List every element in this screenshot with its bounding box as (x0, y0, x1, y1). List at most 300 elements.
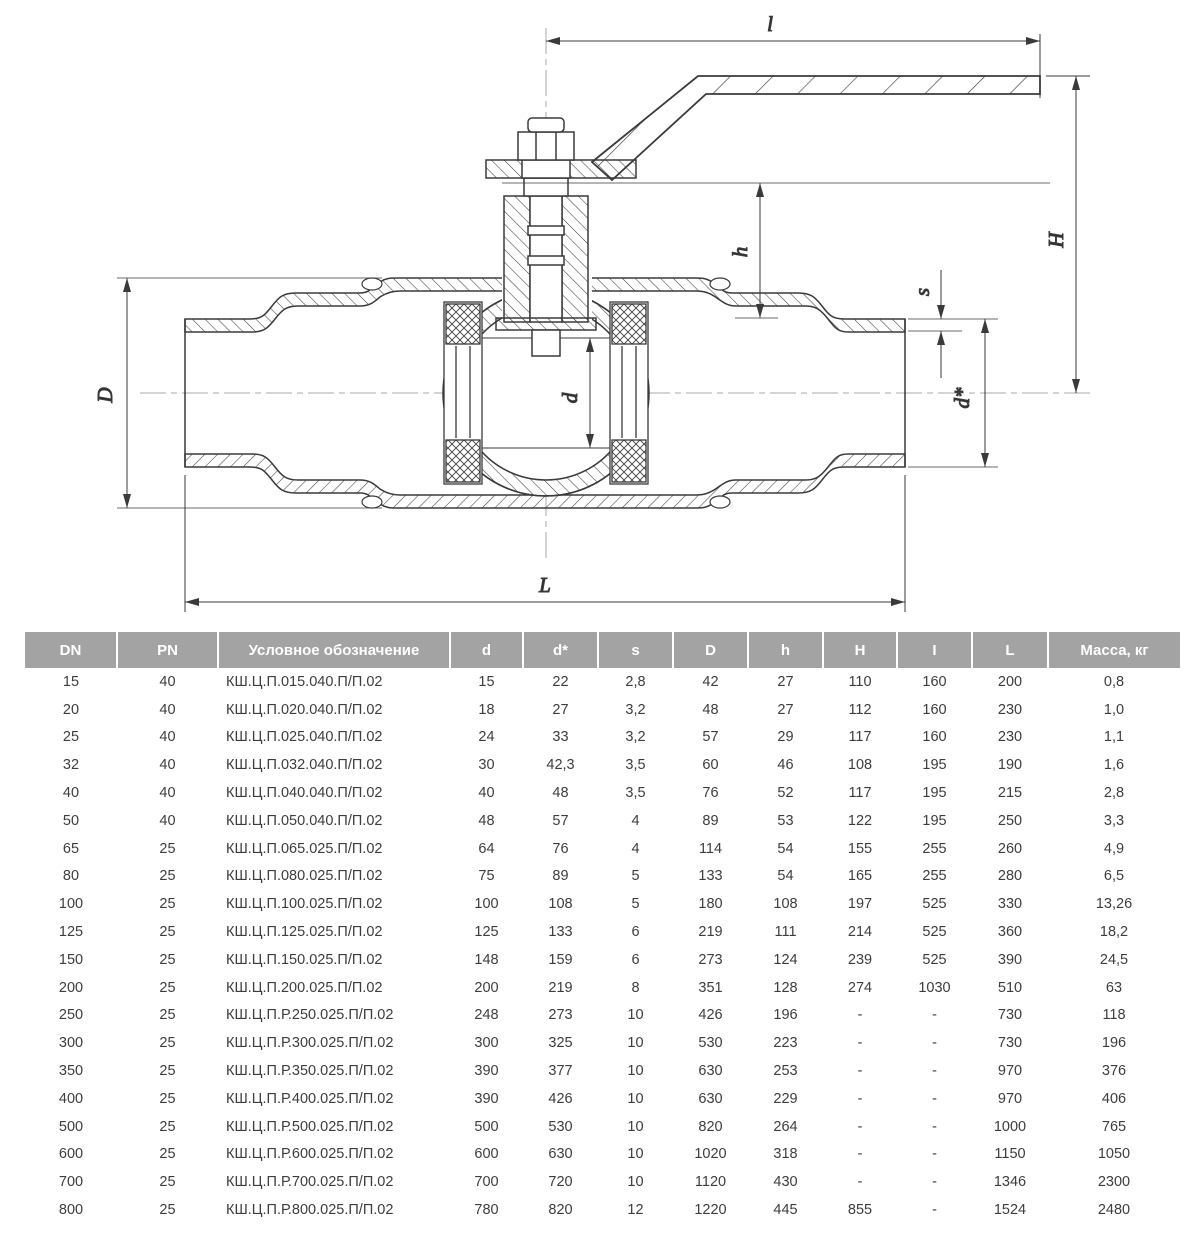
table-cell: 48 (552, 785, 569, 802)
table-cell: 1524 (993, 1202, 1027, 1219)
table-cell: 30 (478, 757, 495, 774)
table-cell: 400 (58, 1090, 84, 1107)
table-cell: 200 (58, 979, 84, 996)
table-cell: 25 (62, 729, 80, 746)
table-cell: 700 (474, 1174, 499, 1191)
table-cell: 25 (159, 951, 176, 968)
table-cell: 510 (997, 979, 1023, 996)
table-cell: 32 (62, 757, 80, 774)
table-cell: 80 (62, 868, 80, 885)
table-cell: 600 (58, 1146, 84, 1163)
stem-oring-lower (528, 256, 564, 265)
table-cell: 13,26 (1095, 896, 1133, 913)
weld-seam (710, 278, 730, 290)
table-cell: 159 (548, 951, 573, 968)
table-cell: 318 (773, 1146, 798, 1163)
table-cell: 970 (997, 1090, 1023, 1107)
table-cell: 280 (997, 868, 1023, 885)
table-cell: 40 (478, 785, 495, 802)
table-cell: 325 (548, 1035, 573, 1052)
table-cell: 376 (1101, 1063, 1127, 1080)
table-cell: 200 (997, 673, 1023, 690)
table-cell: 5 (631, 896, 640, 913)
column-header: d* (523, 632, 598, 668)
table-cell: 128 (773, 979, 798, 996)
table-row (25, 807, 1180, 835)
table-cell: 40 (159, 729, 176, 746)
table-cell: 112 (848, 701, 872, 718)
table-cell: КШ.Ц.П.032.040.П/П.02 (226, 757, 383, 774)
table-cell: 2,8 (625, 673, 646, 690)
table-cell: КШ.Ц.П.020.040.П/П.02 (226, 701, 383, 718)
table-row (25, 835, 1180, 863)
table-cell: 10 (627, 1007, 644, 1024)
dimension-label-d-star: d* (950, 387, 974, 409)
table-cell: 525 (922, 951, 947, 968)
column-header: DN (25, 632, 117, 668)
table-cell: 630 (698, 1063, 723, 1080)
table-cell: 40 (159, 812, 176, 829)
table-cell: - (857, 1063, 863, 1080)
table-cell: 27 (777, 701, 794, 718)
table-row (25, 1113, 1180, 1141)
table-cell: 253 (773, 1063, 798, 1080)
table-cell: - (932, 1007, 937, 1024)
table-cell: КШ.Ц.П.150.025.П/П.02 (226, 951, 383, 968)
table-cell: 2480 (1097, 1202, 1131, 1219)
table-cell: 6,5 (1103, 868, 1125, 885)
table-cell: 25 (159, 1146, 176, 1163)
weld-seam (362, 496, 382, 508)
table-cell: 25 (159, 1118, 176, 1135)
table-cell: 0,8 (1103, 673, 1125, 690)
table-cell: 6 (631, 924, 640, 941)
table-cell: 525 (922, 924, 947, 941)
column-header: H (823, 632, 897, 668)
table-cell: 117 (848, 785, 872, 802)
table-cell: 42,3 (546, 757, 575, 774)
table-cell: 27 (552, 701, 569, 718)
dimension-label-h: h (728, 246, 752, 258)
table-cell: 22 (552, 673, 569, 690)
table-cell: 3,5 (625, 785, 646, 802)
table-cell: 27 (777, 673, 794, 690)
table-cell: - (932, 1118, 937, 1135)
column-header: Масса, кг (1048, 632, 1180, 668)
table-row (25, 724, 1180, 752)
table-cell: 3,5 (625, 757, 646, 774)
table-cell: 1,6 (1103, 757, 1125, 774)
table-cell: 230 (997, 701, 1023, 718)
table-cell: 255 (922, 868, 947, 885)
table-cell: 160 (922, 701, 947, 718)
table-row (25, 974, 1180, 1002)
column-header: h (748, 632, 823, 668)
table-cell: 215 (997, 785, 1023, 802)
table-cell: 264 (773, 1118, 798, 1135)
table-cell: КШ.Ц.П.040.040.П/П.02 (226, 785, 383, 802)
spec-table-body (25, 668, 1180, 1224)
table-row (25, 696, 1180, 724)
table-cell: 219 (698, 924, 723, 941)
table-cell: 248 (474, 1007, 499, 1024)
table-cell: 200 (474, 979, 499, 996)
table-cell: - (857, 1035, 863, 1052)
table-cell: 108 (847, 757, 873, 774)
table-cell: 10 (627, 1090, 644, 1107)
table-cell: 40 (159, 673, 176, 690)
table-cell: КШ.Ц.П.100.025.П/П.02 (226, 896, 383, 913)
table-cell: 855 (847, 1202, 873, 1219)
table-cell: 148 (474, 951, 499, 968)
table-cell: 122 (847, 812, 873, 829)
table-row (25, 1141, 1180, 1169)
table-cell: 155 (847, 840, 873, 857)
table-cell: 114 (698, 840, 723, 857)
table-cell: 133 (548, 924, 573, 941)
table-cell: 65 (62, 840, 80, 857)
table-cell: КШ.Ц.П.Р.400.025.П/П.02 (226, 1090, 394, 1107)
table-cell: 180 (698, 896, 723, 913)
table-cell: 18 (478, 701, 495, 718)
table-cell: 1120 (694, 1174, 727, 1191)
table-cell: 350 (58, 1063, 84, 1080)
table-row (25, 1196, 1180, 1224)
table-cell: 15 (62, 673, 80, 690)
table-cell: 390 (997, 951, 1023, 968)
table-cell: 20 (62, 701, 80, 718)
table-cell: 25 (159, 1174, 176, 1191)
table-cell: 10 (627, 1146, 644, 1163)
table-cell: 195 (922, 757, 947, 774)
table-cell: 4 (631, 812, 640, 829)
table-cell: КШ.Ц.П.Р.600.025.П/П.02 (226, 1146, 394, 1163)
table-cell: 196 (773, 1007, 798, 1024)
table-cell: 195 (922, 785, 947, 802)
dimension-label-s: s (910, 287, 934, 297)
table-cell: 63 (1105, 979, 1123, 996)
table-cell: 110 (848, 673, 872, 690)
table-cell: 10 (627, 1174, 644, 1191)
column-header: d (450, 632, 523, 668)
table-cell: 600 (474, 1146, 499, 1163)
table-cell: 4 (631, 840, 640, 857)
table-cell: 117 (848, 729, 872, 746)
table-cell: 1020 (694, 1146, 727, 1163)
table-cell: КШ.Ц.П.080.025.П/П.02 (226, 868, 383, 885)
stem-plate-gap (522, 160, 570, 178)
table-row (25, 863, 1180, 891)
table-cell: 10 (627, 1035, 644, 1052)
table-cell: 229 (773, 1090, 798, 1107)
table-cell: 10 (627, 1118, 644, 1135)
table-cell: 1220 (694, 1202, 727, 1219)
table-cell: 530 (548, 1118, 573, 1135)
table-row (25, 946, 1180, 974)
table-row (25, 1168, 1180, 1196)
table-cell: 300 (58, 1035, 84, 1052)
table-cell: КШ.Ц.П.065.025.П/П.02 (226, 840, 383, 857)
table-cell: КШ.Ц.П.Р.700.025.П/П.02 (226, 1174, 394, 1191)
table-cell: 426 (548, 1090, 573, 1107)
table-cell: 1,1 (1103, 729, 1125, 746)
table-cell: 430 (773, 1174, 798, 1191)
table-cell: 48 (702, 701, 719, 718)
table-cell: 406 (1101, 1090, 1127, 1107)
table-cell: 700 (58, 1174, 84, 1191)
table-cell: КШ.Ц.П.Р.350.025.П/П.02 (226, 1063, 394, 1080)
gland-wall-left (504, 196, 530, 322)
column-header: s (598, 632, 673, 668)
table-cell: 52 (777, 785, 794, 802)
table-cell: 160 (922, 673, 947, 690)
dimension-label-D: D (93, 387, 117, 403)
table-cell: 48 (478, 812, 495, 829)
table-row (25, 918, 1180, 946)
spec-table-header (25, 632, 1180, 668)
gland-collar (496, 318, 596, 330)
weld-seam (710, 496, 730, 508)
table-cell: 426 (698, 1007, 723, 1024)
table-cell: КШ.Ц.П.125.025.П/П.02 (226, 924, 383, 941)
table-cell: 89 (552, 868, 569, 885)
table-cell: 330 (997, 896, 1023, 913)
table-cell: 24 (478, 729, 495, 746)
table-row (25, 890, 1180, 918)
stem-step (524, 178, 568, 196)
table-cell: 108 (773, 896, 798, 913)
table-cell: 100 (58, 896, 84, 913)
table-cell: 18,2 (1099, 924, 1129, 941)
table-cell: 15 (478, 673, 495, 690)
table-cell: КШ.Ц.П.200.025.П/П.02 (226, 979, 383, 996)
column-header: Условное обозначение (218, 632, 450, 668)
table-cell: 54 (777, 868, 794, 885)
table-cell: 530 (698, 1035, 723, 1052)
table-cell: 273 (698, 951, 723, 968)
table-cell: 75 (478, 868, 495, 885)
table-cell: 300 (474, 1035, 499, 1052)
table-cell: КШ.Ц.П.050.040.П/П.02 (226, 812, 383, 829)
table-cell: - (932, 1202, 937, 1219)
table-cell: 765 (1101, 1118, 1127, 1135)
stem-tang (532, 330, 560, 356)
table-row (25, 1002, 1180, 1030)
table-cell: 76 (702, 785, 719, 802)
table-cell: КШ.Ц.П.025.040.П/П.02 (226, 729, 383, 746)
table-cell: 390 (474, 1063, 499, 1080)
table-cell: 730 (997, 1035, 1023, 1052)
table-cell: КШ.Ц.П.Р.300.025.П/П.02 (226, 1035, 394, 1052)
column-header: PN (117, 632, 218, 668)
table-cell: - (932, 1146, 937, 1163)
table-cell: 214 (847, 924, 873, 941)
table-cell: 40 (62, 785, 80, 802)
table-row (25, 751, 1180, 779)
table-cell: 25 (159, 1063, 176, 1080)
table-cell: 25 (159, 1007, 176, 1024)
table-cell: 40 (159, 757, 176, 774)
table-cell: 360 (997, 924, 1023, 941)
table-cell: 445 (773, 1202, 798, 1219)
table-cell: 125 (474, 924, 499, 941)
column-header: D (673, 632, 748, 668)
table-cell: 10 (627, 1063, 644, 1080)
table-cell: 29 (777, 729, 794, 746)
table-cell: 255 (922, 840, 947, 857)
gland-wall-right (562, 196, 588, 322)
table-cell: 42 (702, 673, 719, 690)
table-cell: 230 (997, 729, 1023, 746)
table-cell: 273 (548, 1007, 573, 1024)
table-cell: 197 (847, 896, 873, 913)
stem-oring-upper (528, 226, 564, 235)
stem-nut (518, 132, 574, 160)
table-cell: - (857, 1118, 863, 1135)
table-cell: 970 (997, 1063, 1023, 1080)
table-cell: 190 (997, 757, 1023, 774)
table-cell: 100 (474, 896, 499, 913)
table-row (25, 668, 1180, 696)
weld-seam (362, 278, 382, 290)
table-cell: 2300 (1097, 1174, 1131, 1191)
table-cell: 111 (774, 924, 797, 941)
table-cell: 53 (777, 812, 794, 829)
table-cell: 25 (159, 924, 176, 941)
table-cell: 125 (58, 924, 84, 941)
table-cell: 12 (627, 1202, 644, 1219)
table-row (25, 1057, 1180, 1085)
table-cell: 3,2 (625, 729, 646, 746)
table-cell: 4,9 (1103, 840, 1125, 857)
table-cell: 260 (997, 840, 1023, 857)
table-cell: КШ.Ц.П.Р.500.025.П/П.02 (226, 1118, 394, 1135)
table-cell: 6 (631, 951, 640, 968)
seat-ring-left (444, 302, 482, 484)
table-cell: 630 (548, 1146, 573, 1163)
table-row (25, 1029, 1180, 1057)
dimension-label-l: l (767, 12, 773, 36)
table-cell: 40 (159, 785, 176, 802)
table-row (25, 1085, 1180, 1113)
table-cell: 195 (922, 812, 947, 829)
table-cell: 1000 (993, 1118, 1027, 1135)
table-cell: 25 (159, 840, 176, 857)
table-cell: 108 (548, 896, 573, 913)
column-header: L (972, 632, 1048, 668)
table-cell: 60 (702, 757, 719, 774)
table-cell: 630 (698, 1090, 723, 1107)
table-cell: 64 (478, 840, 495, 857)
table-cell: 1050 (1097, 1146, 1131, 1163)
table-cell: 54 (777, 840, 794, 857)
table-cell: 351 (698, 979, 723, 996)
table-cell: 25 (159, 896, 176, 913)
table-cell: - (932, 1174, 937, 1191)
table-cell: 3,3 (1103, 812, 1125, 829)
table-cell: 1346 (993, 1174, 1027, 1191)
table-cell: 25 (159, 1090, 176, 1107)
table-cell: 3,2 (625, 701, 646, 718)
table-cell: 500 (474, 1118, 499, 1135)
table-cell: 46 (777, 757, 794, 774)
table-cell: 239 (847, 951, 873, 968)
table-cell: 5 (631, 868, 640, 885)
table-cell: 24,5 (1099, 951, 1129, 968)
table-cell: 133 (698, 868, 723, 885)
table-cell: 57 (552, 812, 569, 829)
table-cell: 50 (62, 812, 80, 829)
table-cell: 720 (548, 1174, 573, 1191)
table-cell: 730 (997, 1007, 1023, 1024)
table-cell: 25 (159, 1035, 176, 1052)
dimension-H (1044, 76, 1090, 393)
table-cell: 150 (58, 951, 84, 968)
table-cell: 89 (702, 812, 719, 829)
header-row (25, 632, 1180, 668)
table-cell: - (857, 1146, 863, 1163)
dimension-label-d: d (558, 392, 582, 404)
table-cell: 250 (58, 1007, 84, 1024)
table-cell: 118 (1102, 1007, 1126, 1024)
table-cell: 33 (552, 729, 569, 746)
table-row (25, 779, 1180, 807)
table-cell: - (932, 1035, 937, 1052)
table-cell: - (932, 1063, 937, 1080)
lever-handle (592, 76, 1040, 180)
table-cell: 2,8 (1103, 785, 1125, 802)
spec-table (25, 632, 1180, 1224)
table-cell: 40 (159, 701, 176, 718)
table-cell: 124 (773, 951, 798, 968)
table-cell: 223 (773, 1035, 798, 1052)
table-cell: КШ.Ц.П.015.040.П/П.02 (226, 673, 383, 690)
table-cell: - (857, 1090, 863, 1107)
table-cell: КШ.Ц.П.Р.800.025.П/П.02 (226, 1202, 394, 1219)
table-cell: 1150 (994, 1146, 1026, 1163)
table-cell: - (857, 1007, 863, 1024)
stem-cap (528, 118, 564, 132)
table-cell: 8 (631, 979, 640, 996)
table-cell: 1,0 (1103, 701, 1125, 718)
dimension-label-H: H (1044, 232, 1068, 248)
column-header: I (897, 632, 972, 668)
table-cell: 820 (548, 1202, 573, 1219)
table-cell: - (932, 1090, 937, 1107)
table-cell: 1030 (918, 979, 951, 996)
table-cell: 274 (847, 979, 873, 996)
table-cell: 57 (702, 729, 719, 746)
table-cell: 500 (58, 1118, 84, 1135)
table-cell: 196 (1101, 1035, 1127, 1052)
table-cell: - (857, 1174, 863, 1191)
table-cell: 800 (58, 1202, 84, 1219)
table-cell: 780 (474, 1202, 499, 1219)
table-cell: 25 (159, 1202, 176, 1219)
table-cell: 219 (548, 979, 573, 996)
table-cell: КШ.Ц.П.Р.250.025.П/П.02 (226, 1007, 394, 1024)
table-cell: 25 (159, 868, 176, 885)
table-cell: 165 (847, 868, 873, 885)
table-cell: 25 (159, 979, 176, 996)
table-cell: 76 (552, 840, 569, 857)
table-cell: 390 (474, 1090, 499, 1107)
table-cell: 160 (922, 729, 947, 746)
dimension-label-L: L (539, 573, 551, 597)
table-cell: 820 (698, 1118, 723, 1135)
table-cell: 250 (997, 812, 1023, 829)
table-cell: 525 (922, 896, 947, 913)
